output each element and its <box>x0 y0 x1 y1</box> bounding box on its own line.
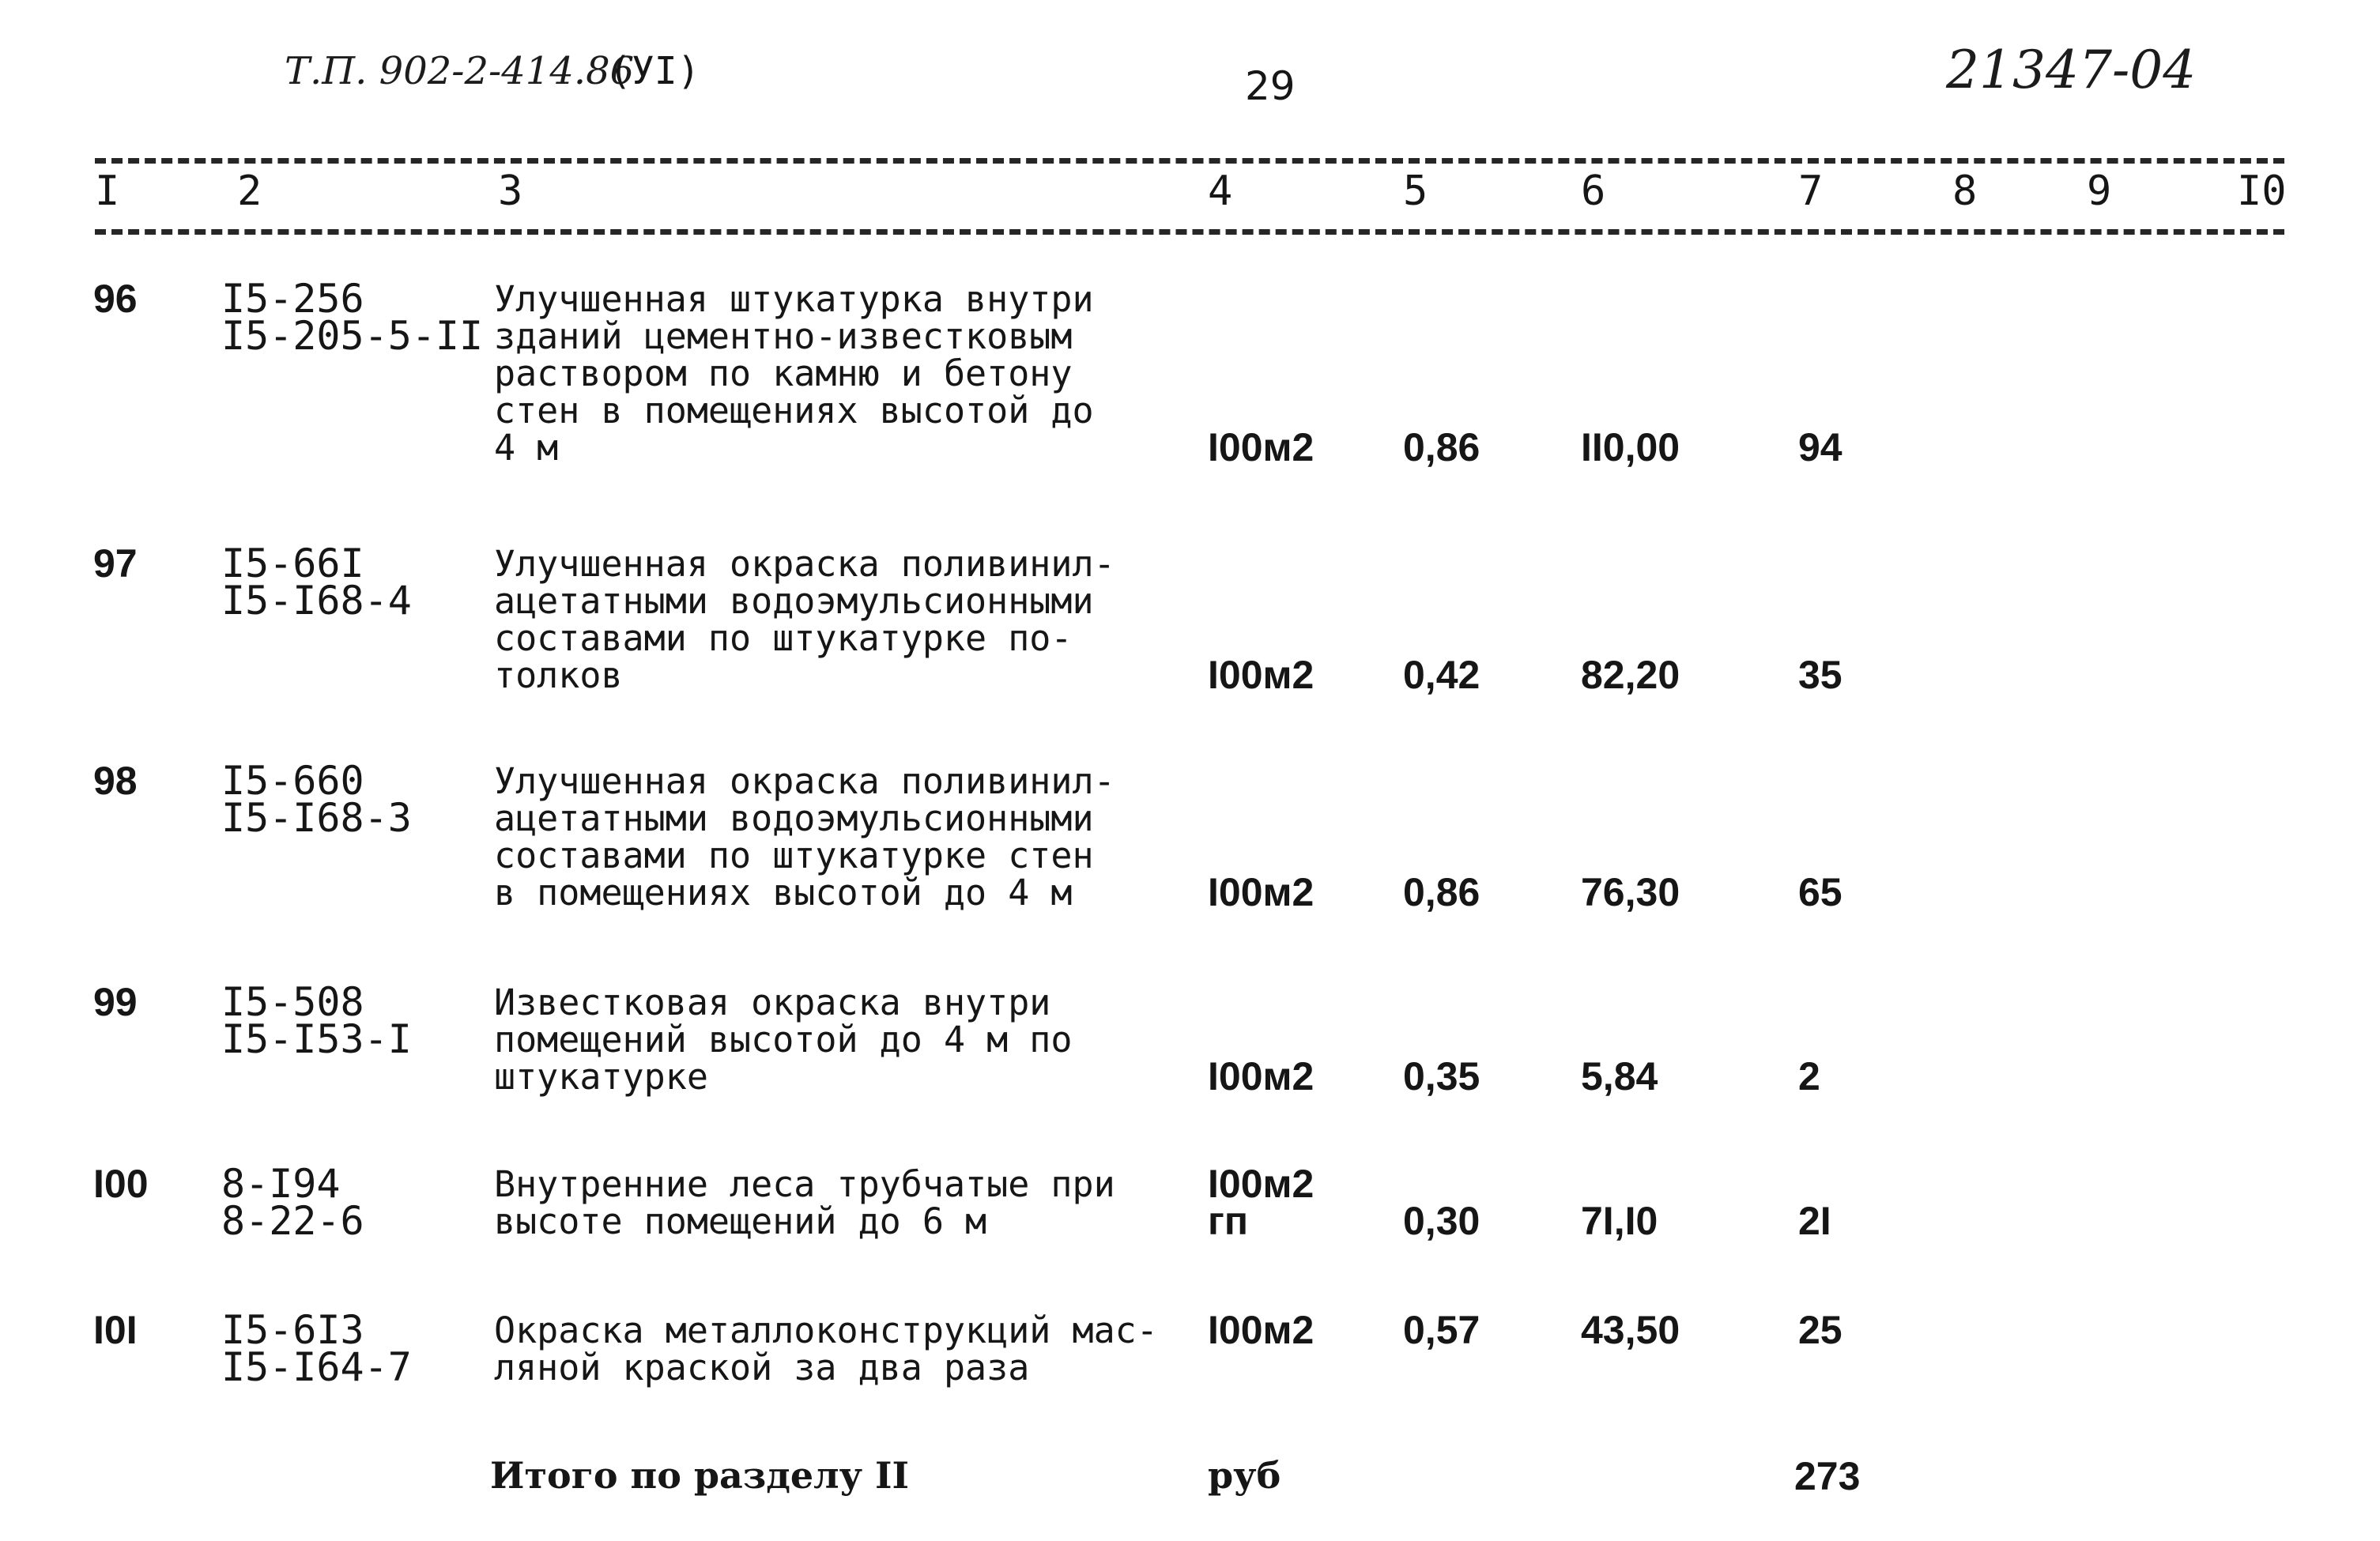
header-rule-top <box>95 158 2284 164</box>
work-description-line: штукатурке <box>494 1056 708 1098</box>
unit-price: 43,50 <box>1581 1308 1680 1352</box>
total-cost: 273 <box>1794 1454 1861 1498</box>
work-description-line: ацетатными водоэмульсионными <box>494 797 1094 839</box>
row-number: 96 <box>93 277 138 321</box>
column-header-8: 8 <box>1952 168 1978 215</box>
unit-of-measure: I00м2 <box>1208 1308 1314 1352</box>
unit-price: 5,84 <box>1581 1054 1658 1098</box>
column-header-1: I <box>95 168 120 215</box>
norm-code: I5-I68-3 <box>221 795 412 841</box>
row-number: 97 <box>93 541 138 586</box>
document-code: 21347-04 <box>1946 40 2197 100</box>
column-header-10: I0 <box>2237 168 2287 215</box>
cost: 65 <box>1798 870 1843 914</box>
quantity: 0,30 <box>1403 1199 1480 1243</box>
unit-price: II0,00 <box>1581 425 1680 469</box>
unit-of-measure: I00м2 <box>1208 653 1314 697</box>
row-number: I0I <box>93 1308 138 1352</box>
work-description-line: Известковая окраска внутри <box>494 981 1051 1023</box>
row-number: 98 <box>93 759 138 803</box>
norm-code: I5-I53-I <box>221 1016 412 1062</box>
work-description-line: Окраска металлоконструкций мас- <box>494 1309 1158 1351</box>
column-header-4: 4 <box>1208 168 1233 215</box>
work-description-line: высоте помещений до 6 м <box>494 1200 987 1242</box>
work-description-line: Внутренние леса трубчатые при <box>494 1163 1115 1205</box>
header-rule-bottom <box>95 229 2284 235</box>
unit-of-measure: I00м2 <box>1208 425 1314 469</box>
norm-code: 8-I94 <box>221 1161 341 1207</box>
work-description-line: стен в помещениях высотой до <box>494 390 1094 431</box>
work-description-line: 4 м <box>494 427 559 469</box>
norm-code: I5-660 <box>221 758 364 804</box>
cost: 35 <box>1798 653 1843 697</box>
unit-price: 76,30 <box>1581 870 1680 914</box>
cost: 2 <box>1798 1054 1820 1098</box>
column-header-9: 9 <box>2087 168 2112 215</box>
norm-code: I5-66I <box>221 541 364 586</box>
norm-code: I5-I68-4 <box>221 578 412 624</box>
norm-code: I5-6I3 <box>221 1307 364 1353</box>
cost: 25 <box>1798 1308 1843 1352</box>
quantity: 0,57 <box>1403 1308 1480 1352</box>
work-description-line: помещений высотой до 4 м по <box>494 1019 1073 1061</box>
norm-code: I5-I64-7 <box>221 1344 412 1390</box>
column-header-3: 3 <box>498 168 523 215</box>
cost: 2I <box>1798 1199 1831 1243</box>
document-reference: Т.П. 902-2-414.86 <box>285 49 635 93</box>
work-description-line: Улучшенная штукатурка внутри <box>494 278 1094 320</box>
total-label: Итого по разделу II <box>490 1454 910 1497</box>
norm-code: I5-256 <box>221 276 364 322</box>
document-sheet: (УI) <box>609 49 700 93</box>
page-number: 29 <box>1245 63 1296 109</box>
work-description-line: составами по штукатурке по- <box>494 617 1073 659</box>
quantity: 0,35 <box>1403 1054 1480 1098</box>
total-unit: руб <box>1208 1454 1281 1497</box>
work-description-line: толков <box>494 654 623 696</box>
unit-of-measure: I00м2 <box>1208 1054 1314 1098</box>
quantity: 0,86 <box>1403 870 1480 914</box>
norm-code: I5-508 <box>221 979 364 1025</box>
column-header-2: 2 <box>237 168 262 215</box>
quantity: 0,42 <box>1403 653 1480 697</box>
unit-price: 7I,I0 <box>1581 1199 1658 1243</box>
work-description-line: составами по штукатурке стен <box>494 835 1094 876</box>
row-number: I00 <box>93 1162 149 1206</box>
work-description-line: зданий цементно-известковым <box>494 315 1073 357</box>
column-header-6: 6 <box>1581 168 1606 215</box>
work-description-line: Улучшенная окраска поливинил- <box>494 543 1115 585</box>
work-description-line: ляной краской за два раза <box>494 1347 1030 1388</box>
norm-code: 8-22-6 <box>221 1198 364 1244</box>
column-header-5: 5 <box>1403 168 1428 215</box>
column-header-7: 7 <box>1798 168 1824 215</box>
cost: 94 <box>1798 425 1843 469</box>
work-description-line: в помещениях высотой до 4 м <box>494 872 1073 914</box>
unit-of-measure: I00м2 <box>1208 1162 1314 1206</box>
unit-of-measure: гп <box>1208 1199 1249 1243</box>
work-description-line: ацетатными водоэмульсионными <box>494 580 1094 622</box>
work-description-line: Улучшенная окраска поливинил- <box>494 760 1115 802</box>
work-description-line: раствором по камню и бетону <box>494 352 1073 394</box>
unit-price: 82,20 <box>1581 653 1680 697</box>
quantity: 0,86 <box>1403 425 1480 469</box>
norm-code: I5-205-5-II <box>221 313 484 359</box>
row-number: 99 <box>93 980 138 1024</box>
unit-of-measure: I00м2 <box>1208 870 1314 914</box>
